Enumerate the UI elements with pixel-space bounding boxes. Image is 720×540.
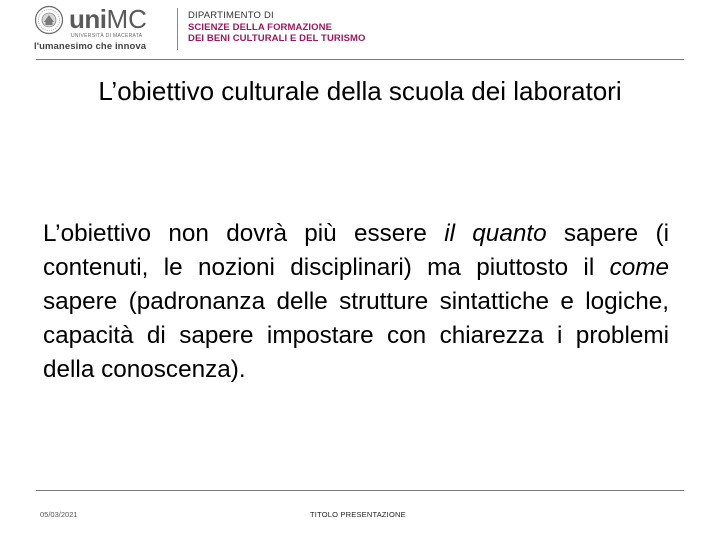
logo-subtitle: UNIVERSITÀ DI MACERATA: [71, 33, 143, 39]
footer-presentation-title: TITOLO PRESENTAZIONE: [310, 510, 406, 519]
department-line-3: DEI BENI CULTURALI E DEL TURISMO: [188, 33, 366, 44]
slide-body: [43, 217, 669, 387]
department-line-2: SCIENZE DELLA FORMAZIONE: [188, 21, 333, 33]
logo-motto: l'umanesimo che innova: [34, 41, 147, 52]
department-line-1: DIPARTIMENTO DI: [188, 10, 274, 21]
university-logo: [34, 5, 164, 55]
footer-divider: [36, 490, 684, 491]
body-text-part-1: L’obiettivo non dovrà più essere: [43, 220, 445, 247]
slide-header: [0, 0, 720, 62]
body-emphasis-quanto: il quanto: [444, 220, 547, 247]
logo-wordmark-light: MC: [106, 4, 147, 34]
top-divider: [36, 59, 684, 60]
body-text-part-2: sapere (i contenuti, le nozioni disciplinari) ma piuttosto il: [43, 220, 669, 281]
footer-date: 05/03/2021: [40, 510, 78, 519]
department-name: [188, 10, 366, 45]
university-seal-icon: [34, 5, 64, 35]
logo-wordmark-bold: uni: [69, 4, 107, 34]
slide-title: L’obiettivo culturale della scuola dei laboratori: [98, 76, 622, 106]
body-emphasis-come: come: [609, 254, 669, 281]
body-text-part-3: sapere (padronanza delle strutture sintattiche e logiche, capacità di sapere impostare con chiarezza i problemi della conoscenza).: [43, 288, 669, 383]
header-divider: [177, 8, 178, 50]
logo-wordmark: [69, 5, 147, 33]
